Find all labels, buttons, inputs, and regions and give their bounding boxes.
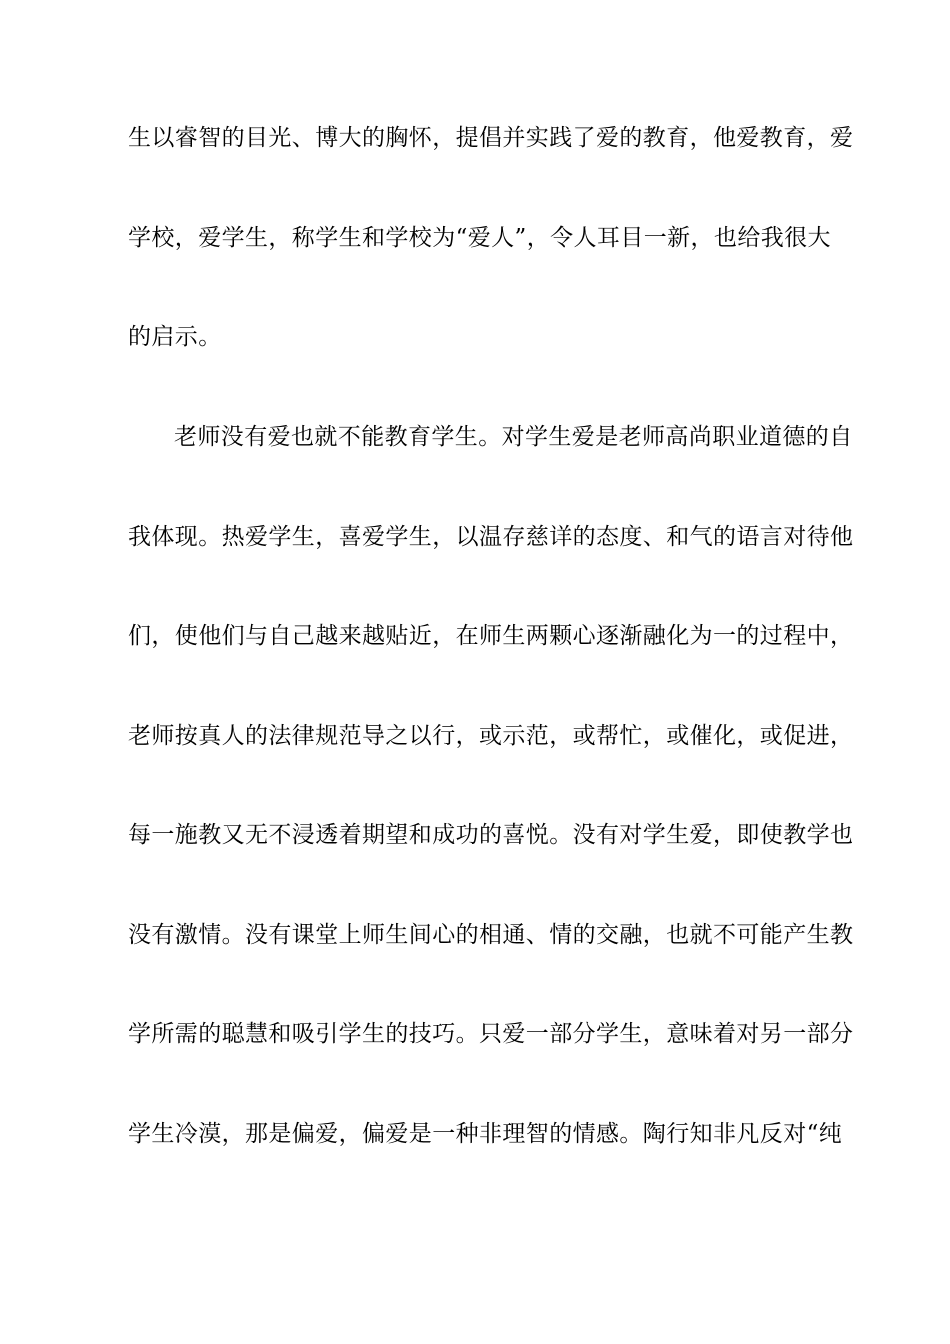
- text-line: 没有激情。没有课堂上师生间心的相通、情的交融，也就不可能产生教: [128, 922, 854, 948]
- text-line: 学生冷漠，那是偏爱，偏爱是一种非理智的情感。陶行知非凡反对“纯: [128, 1121, 843, 1147]
- text-line: 我体现。热爱学生，喜爱学生，以温存慈详的态度、和气的语言对待他: [128, 524, 854, 550]
- text-line: 们，使他们与自己越来越贴近，在师生两颗心逐渐融化为一的过程中，: [128, 623, 854, 649]
- text-line: 老师按真人的法律规范导之以行，或示范，或帮忙，或催化，或促进，: [128, 723, 854, 749]
- text-line: 学校，爱学生，称学生和学校为“爱人”，令人耳目一新，也给我很大: [128, 225, 831, 251]
- text-line: 老师没有爱也就不能教育学生。对学生爱是老师高尚职业道德的自: [174, 424, 853, 450]
- text-line: 学所需的聪慧和吸引学生的技巧。只爱一部分学生，意味着对另一部分: [128, 1021, 854, 1047]
- text-line: 的启示。: [128, 324, 222, 350]
- text-line: 每一施教又无不浸透着期望和成功的喜悦。没有对学生爱，即使教学也: [128, 822, 854, 848]
- text-line: 生以睿智的目光、博大的胸怀，提倡并实践了爱的教育，他爱教育，爱: [128, 125, 854, 151]
